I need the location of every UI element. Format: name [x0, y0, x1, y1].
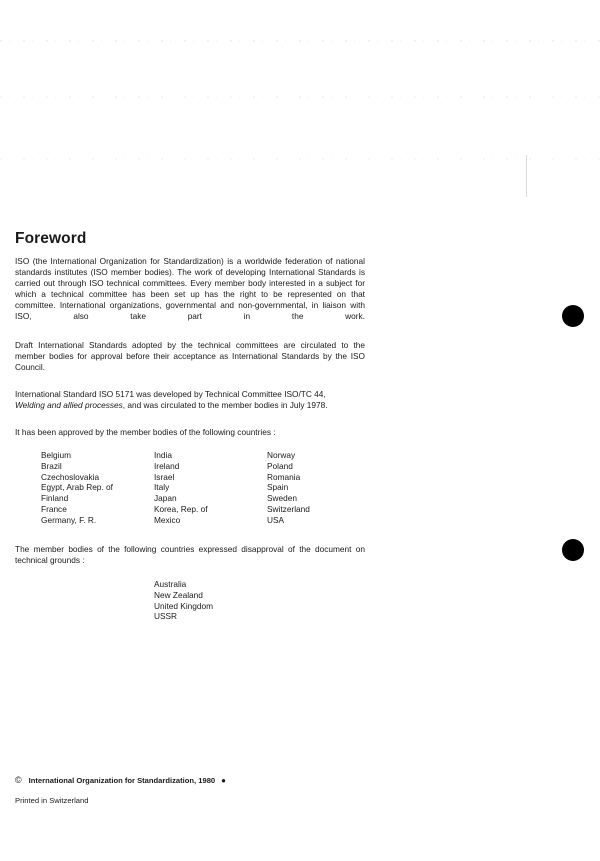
- paragraph-3-line-1: International Standard ISO 5171 was developed by Technical Committee ISO/TC 44,: [15, 389, 326, 399]
- country-item: Italy: [154, 482, 170, 493]
- country-item: Mexico: [154, 514, 181, 525]
- country-item: Sweden: [267, 493, 297, 504]
- country-item: USSR: [154, 611, 178, 622]
- approved-countries-column-1: [41, 450, 113, 526]
- country-item: Japan: [154, 493, 177, 504]
- bullet-icon: ●: [221, 776, 226, 785]
- printed-in: Printed in Switzerland: [15, 796, 89, 805]
- paragraph-3-line-2: [15, 400, 365, 411]
- country-item: India: [154, 450, 172, 460]
- country-item: Switzerland: [267, 503, 310, 514]
- approved-countries-column-3: [267, 450, 310, 526]
- country-item: Korea, Rep. of: [154, 503, 208, 514]
- country-item: France: [41, 503, 67, 514]
- copyright-icon: ©: [15, 775, 22, 785]
- scan-noise: [0, 96, 600, 98]
- copyright-line: [15, 775, 226, 785]
- country-item: Egypt, Arab Rep. of: [41, 482, 113, 493]
- country-item: Germany, F. R.: [41, 514, 97, 525]
- copyright-text: International Organization for Standardization, 1980: [28, 776, 216, 785]
- punch-hole: [562, 539, 584, 561]
- country-item: Australia: [154, 579, 187, 589]
- punch-hole: [562, 305, 584, 327]
- scan-edge-line: [526, 155, 527, 197]
- country-item: Belgium: [41, 450, 71, 460]
- country-item: Poland: [267, 460, 293, 471]
- foreword-paragraph-2: Draft International Standards adopted by the technical committees are circulated to the member bodies for approval before their acceptance as International Standards by the ISO Council.: [15, 340, 365, 372]
- country-item: Israel: [154, 471, 175, 482]
- country-item: Finland: [41, 493, 69, 504]
- page-title: Foreword: [15, 230, 87, 247]
- foreword-paragraph-3: [15, 389, 365, 411]
- scan-noise: [0, 158, 600, 160]
- foreword-paragraph-1: ISO (the International Organization for Standardization) is a worldwide federation of national standards institutes (ISO member bodies). The work of developing International Standards is carried out through ISO technical committees. Every member body interested in a subject for which a technical committee has been set up has the right to be represented on that committee. International organizations, governmental and non-governmental, in liaison with ISO, also take part in the work.: [15, 256, 365, 321]
- disapproval-intro: The member bodies of the following countries expressed disapproval of the document on technical grounds :: [15, 544, 365, 565]
- country-item: Norway: [267, 450, 296, 460]
- approved-countries-column-2: [154, 450, 208, 526]
- country-item: Brazil: [41, 460, 62, 471]
- disapproved-countries-list: [154, 579, 213, 622]
- country-item: USA: [267, 514, 285, 525]
- scan-noise: [0, 40, 600, 42]
- approval-intro: It has been approved by the member bodies of the following countries :: [15, 427, 276, 437]
- country-item: Romania: [267, 471, 301, 482]
- country-item: New Zealand: [154, 589, 203, 600]
- country-item: Ireland: [154, 460, 180, 471]
- country-item: Spain: [267, 482, 289, 493]
- country-item: United Kingdom: [154, 600, 214, 611]
- paragraph-3-rest: , and was circulated to the member bodies in July 1978.: [122, 400, 328, 410]
- country-item: Czechoslovakia: [41, 471, 100, 482]
- committee-title: Welding and allied processes: [15, 400, 123, 410]
